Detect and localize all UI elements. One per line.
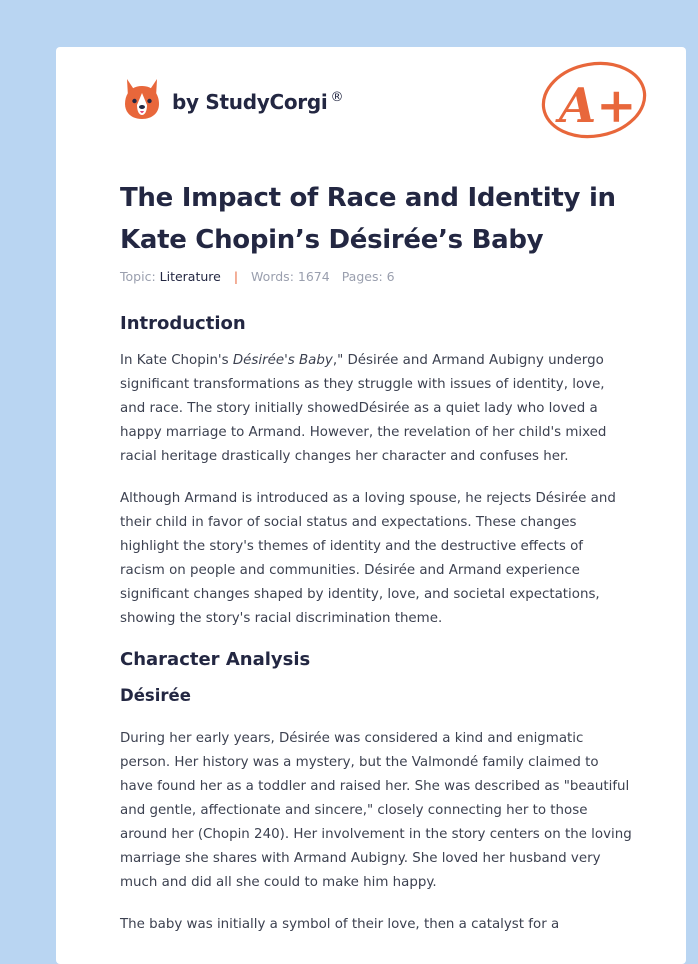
pages-label: Pages: [341, 269, 383, 284]
desiree-heading: Désirée [120, 686, 191, 705]
intro-paragraph-2: Although Armand is introduced as a loving spouse, he rejects Désirée and their child in favor of social status and expectations. These changes highlight the story's themes of identity and the destructive effects of racism on people and communities. Désirée and Armand experience significant changes shaped by identity, love, and societal expectations, showing the story's racial discrimination theme. [120, 491, 616, 626]
logo-text: by StudyCorgi ® [172, 90, 344, 114]
desiree-paragraph-1: During her early years, Désirée was considered a kind and enigmatic person. Her history was a mystery, but the Valmondé family claimed to have found her as a toddler and raised her. She was described as "beautiful and gentle, affectionate and sincere," closely connecting her to those around her (Chopin 240). Her involvement in the story centers on the loving marriage she shares with Armand Aubigny. She loved her husband very much and did all she could to make him happy. [120, 731, 632, 890]
article-meta [120, 269, 395, 284]
words-count: 1674 [297, 269, 330, 284]
introduction-heading: Introduction [120, 313, 246, 334]
intro-paragraph-1: In Kate Chopin's Désirée's Baby," Désirée and Armand Aubigny undergo significant transformations as they struggle with issues of identity, love, and race. The story initially showedDésirée as a quiet lady who loved a happy marriage to Armand. However, the revelation of her child's mixed racial heritage drastically changes her character and confuses her. [120, 353, 607, 464]
meta-separator: | [233, 269, 239, 284]
corgi-icon [122, 77, 162, 121]
a-plus-badge-icon [538, 59, 650, 145]
topic-link[interactable]: Literature [159, 269, 221, 284]
studycorgi-logo[interactable] [122, 77, 343, 121]
pages-count: 6 [386, 269, 395, 284]
topic-label: Topic: [120, 269, 156, 284]
article-title: The Impact of Race and Identity in Kate Chopin’s Désirée’s Baby [120, 183, 616, 255]
document-page [56, 47, 686, 964]
words-label: Words: [251, 269, 294, 284]
desiree-paragraph-2: The baby was initially a symbol of their love, then a catalyst for a [120, 917, 560, 932]
book-title: Désirée's Baby [232, 353, 333, 368]
character-analysis-heading: Character Analysis [120, 649, 311, 670]
grade-badge-text: A+ [559, 78, 637, 134]
